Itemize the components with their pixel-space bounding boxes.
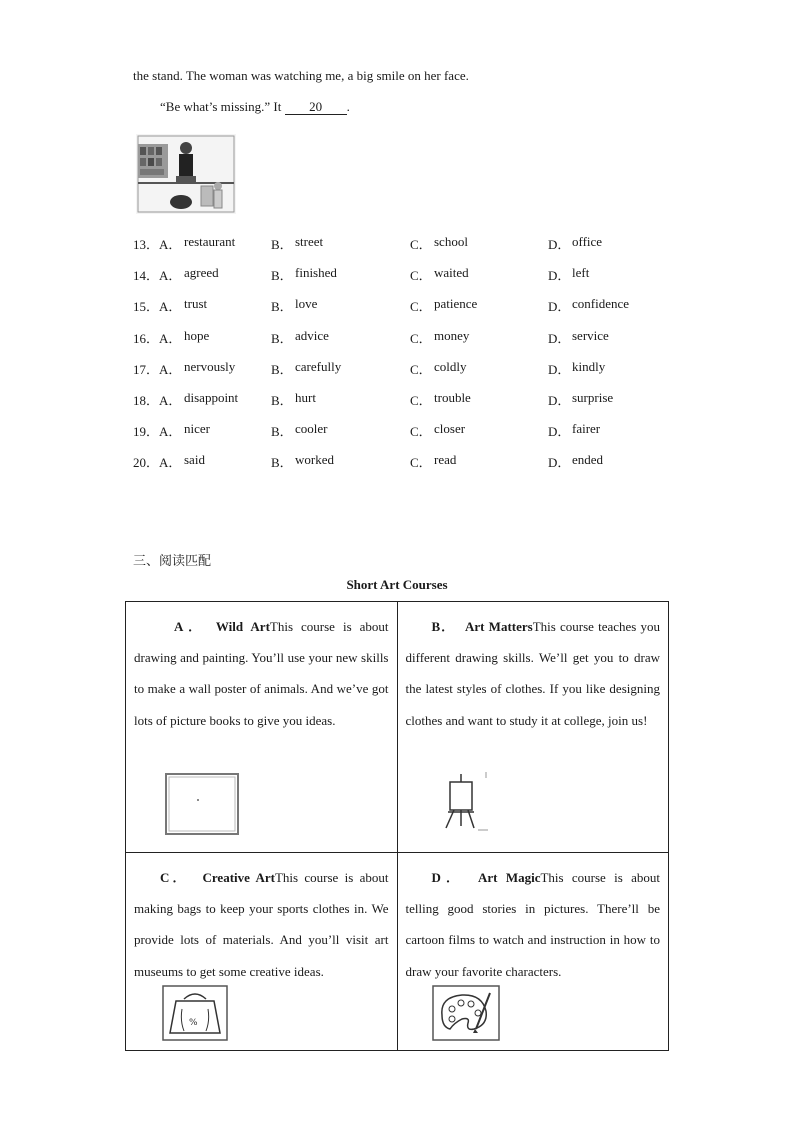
svg-text:%: % (189, 1018, 198, 1028)
option-text[interactable]: worked (295, 452, 334, 468)
passage-text: the stand. The woman was watching me, a big smile on her face. (133, 68, 469, 83)
question-number: 15． (133, 299, 160, 315)
bag-icon (162, 985, 228, 1041)
option-text[interactable]: money (434, 327, 470, 343)
option-letter: D． (548, 455, 571, 471)
course-name: Creative Art (202, 870, 275, 885)
option-letter: C． (410, 330, 432, 346)
option-text[interactable]: fairer (572, 421, 601, 437)
option-letter: D． (548, 424, 571, 440)
question-row (133, 328, 693, 346)
option-text[interactable]: read (434, 452, 457, 468)
question-row (133, 234, 693, 252)
option-text[interactable]: agreed (184, 265, 219, 281)
option-text[interactable]: trust (184, 296, 208, 312)
course-letter: B． (431, 619, 456, 634)
question-number: 13． (133, 237, 160, 252)
option-text[interactable]: nicer (184, 421, 210, 437)
course-desc: This course is about telling good stories in pictures. There’ll be cartoon films to watch and instruction in how to draw your favorite characters. (405, 870, 660, 979)
question-row (133, 452, 693, 470)
courses-table (125, 601, 669, 1051)
option-text[interactable]: cooler (295, 421, 328, 437)
option-letter: D． (548, 299, 571, 315)
option-letter: C． (410, 455, 432, 471)
option-letter: D． (548, 268, 571, 284)
course-name: Art Magic (478, 870, 541, 885)
easel-icon (442, 770, 492, 834)
option-letter: B． (271, 330, 293, 346)
course-letter: D． (431, 870, 465, 885)
section-heading: 三、阅读匹配 (133, 553, 212, 568)
option-letter: B． (271, 393, 293, 408)
palette-icon (432, 985, 500, 1041)
course-desc: This course teaches you different drawing skills. We’ll get you to draw the latest styles of clothes. If you like designing clothes and want to study it at college, join us! (405, 619, 661, 728)
option-text[interactable]: office (572, 234, 603, 249)
option-letter: A． (159, 299, 182, 315)
question-number: 20． (133, 455, 160, 471)
course-cell-d (397, 853, 669, 1051)
course-letter: C． (160, 870, 189, 885)
option-letter: C． (410, 393, 432, 408)
option-letter: A． (159, 424, 182, 440)
question-number: 16． (133, 330, 160, 346)
option-letter: D． (548, 237, 571, 252)
course-name: Art Matters (465, 619, 533, 634)
option-letter: A． (159, 393, 182, 408)
option-text[interactable]: patience (434, 296, 478, 312)
option-letter: A． (159, 455, 182, 471)
option-text[interactable]: service (572, 327, 609, 343)
option-text[interactable]: kindly (572, 358, 606, 374)
table-title: Short Art Courses (346, 577, 448, 592)
option-text[interactable]: advice (295, 327, 329, 343)
course-name: Wild Art (215, 619, 270, 634)
question-row (133, 265, 693, 283)
blank-20: 20 (285, 100, 347, 115)
option-letter: C． (410, 424, 432, 440)
option-text[interactable]: disappoint (184, 390, 239, 405)
option-text[interactable]: waited (434, 265, 469, 281)
option-text[interactable]: confidence (572, 296, 630, 312)
question-number: 17． (133, 361, 160, 377)
course-desc: This course is about making bags to keep your sports clothes in. We provide lots of materials. And you’ll visit art museums to get some creative ideas. (134, 870, 389, 979)
option-letter: B． (271, 237, 293, 252)
option-letter: B． (271, 361, 293, 377)
option-text[interactable]: ended (572, 452, 604, 468)
option-letter: A． (159, 237, 182, 252)
option-text[interactable]: closer (434, 421, 466, 437)
option-letter: B． (271, 299, 293, 315)
option-text[interactable]: carefully (295, 358, 342, 374)
option-letter: D． (548, 361, 571, 377)
course-cell-a (126, 602, 398, 853)
question-number: 14． (133, 268, 160, 284)
option-text[interactable]: surprise (572, 390, 614, 405)
question-row (133, 359, 693, 377)
course-cell-c (126, 853, 398, 1051)
passage-quote: “Be what’s missing.” It (160, 99, 282, 114)
option-text[interactable]: trouble (434, 390, 471, 405)
option-text[interactable]: hurt (295, 390, 316, 405)
option-letter: B． (271, 268, 293, 284)
question-number: 18． (133, 393, 160, 408)
option-letter: D． (548, 393, 571, 408)
course-desc: This course is about drawing and painting. You’ll use your new skills to make a wall poster of animals. And we’ve got lots of picture books to give you ideas. (134, 619, 389, 728)
option-letter: B． (271, 424, 293, 440)
question-row (133, 390, 693, 408)
option-text[interactable]: street (295, 234, 324, 249)
passage-line (133, 68, 469, 84)
question-number: 19． (133, 424, 160, 440)
option-letter: C． (410, 299, 432, 315)
option-text[interactable]: restaurant (184, 234, 236, 249)
passage-line-blank: “Be what’s missing.” It 20 . (160, 99, 350, 114)
option-text[interactable]: nervously (184, 358, 236, 374)
option-text[interactable]: coldly (434, 358, 467, 374)
option-text[interactable]: said (184, 452, 205, 468)
option-letter: A． (159, 330, 182, 346)
option-text[interactable]: hope (184, 327, 210, 343)
option-letter: C． (410, 361, 432, 377)
shop-stand-photo (136, 134, 236, 214)
option-letter: B． (271, 455, 293, 471)
option-text[interactable]: love (295, 296, 318, 312)
option-text[interactable]: school (434, 234, 468, 249)
option-text[interactable]: finished (295, 265, 337, 281)
poster-frame-icon (164, 772, 240, 836)
question-row (133, 421, 693, 439)
option-letter: D． (548, 330, 571, 346)
option-letter: A． (159, 268, 182, 284)
question-row (133, 296, 693, 314)
option-letter: C． (410, 237, 432, 252)
option-letter: A． (159, 361, 182, 377)
course-cell-b (397, 602, 669, 853)
course-letter: A． (174, 619, 206, 634)
option-letter: C． (410, 268, 432, 284)
option-text[interactable]: left (572, 265, 590, 281)
